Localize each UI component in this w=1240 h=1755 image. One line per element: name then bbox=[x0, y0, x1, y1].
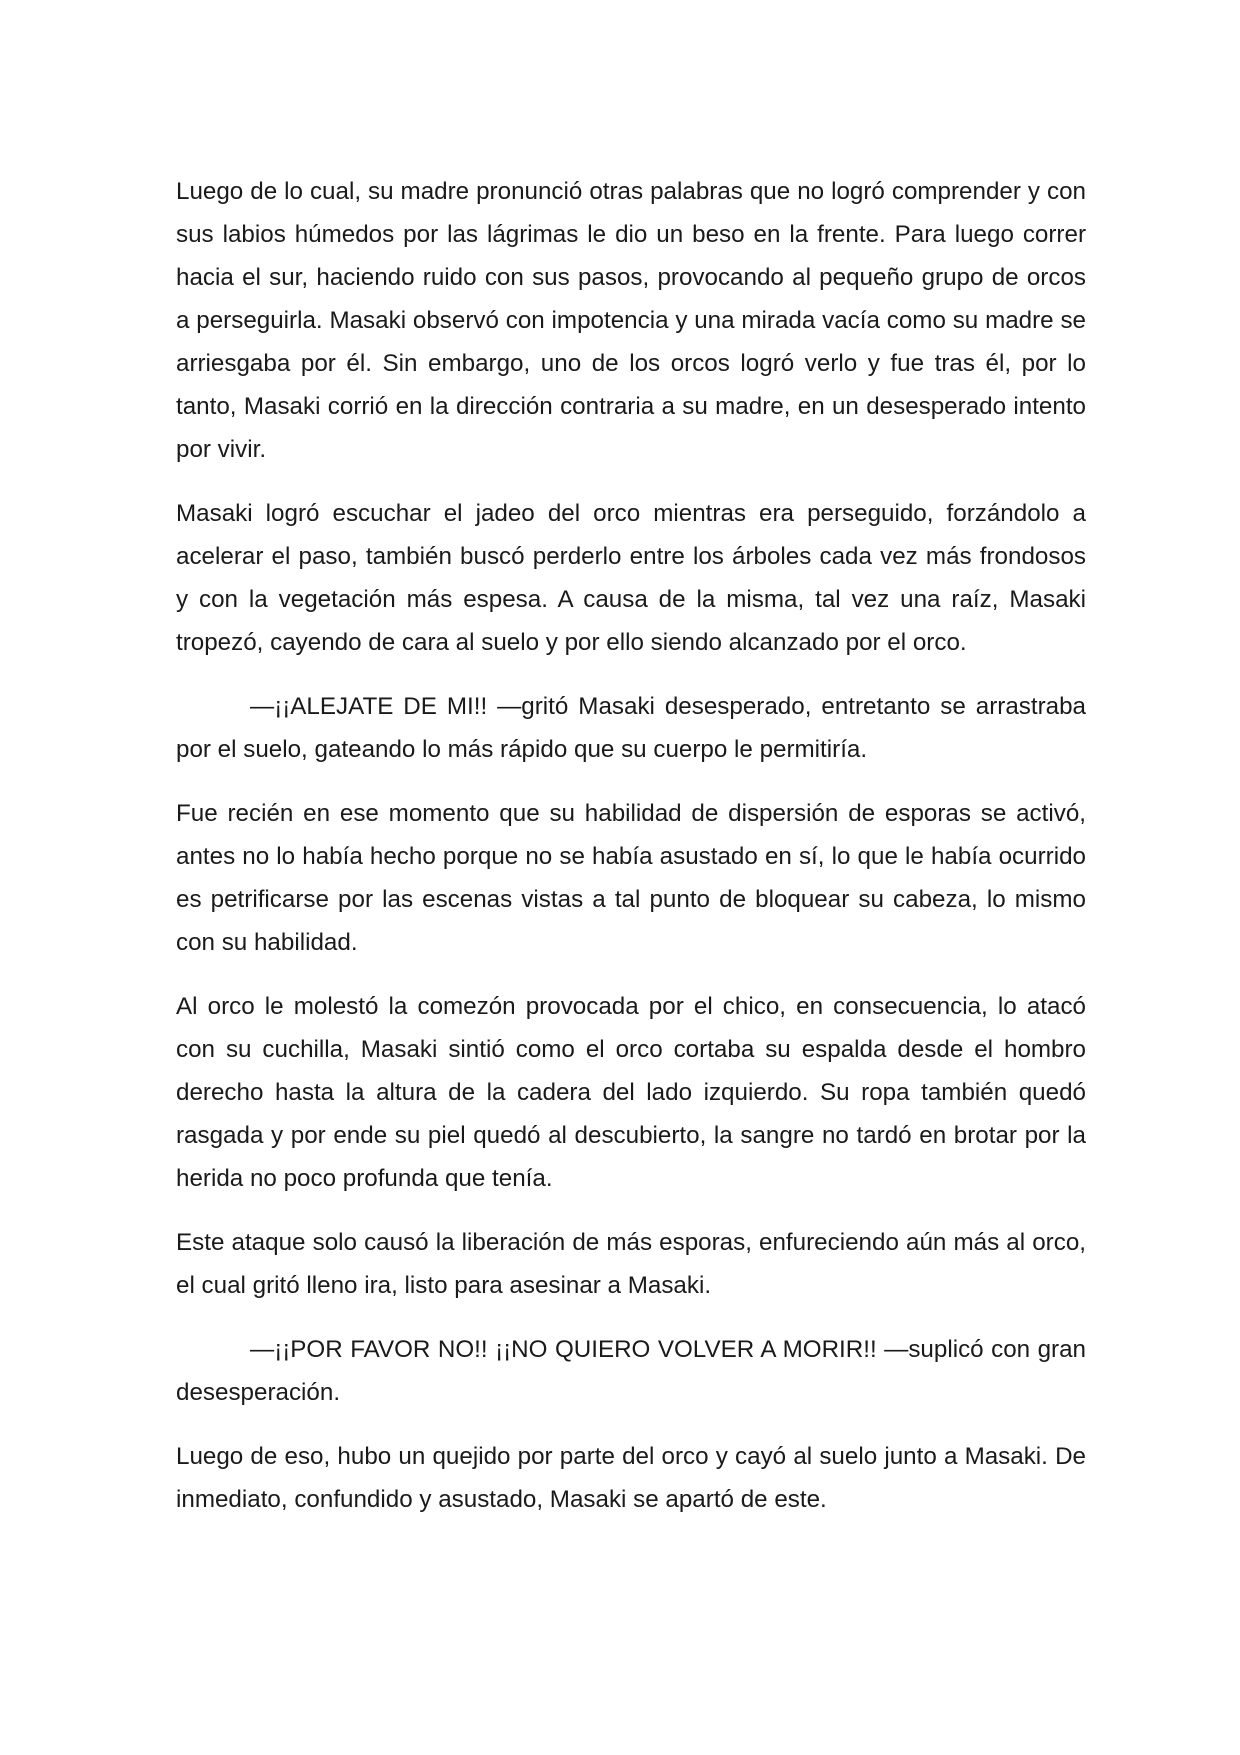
paragraph-5: Este ataque solo causó la liberación de más esporas, enfureciendo aún más al orco, el cual gritó lleno ira, listo para asesinar a Masaki. bbox=[176, 1229, 1086, 1299]
dialogue-paragraph-2: —¡¡POR FAVOR NO!! ¡¡NO QUIERO VOLVER A MORIR!! —suplicó con gran desesperación. bbox=[176, 1336, 1086, 1406]
paragraph-3: Fue recién en ese momento que su habilidad de dispersión de esporas se activó, antes no lo había hecho porque no se había asustado en sí, lo que le había ocurrido es petrificarse por las escenas vistas a tal punto de bloquear su cabeza, lo mismo con su habilidad. bbox=[176, 800, 1086, 956]
paragraph-2: Masaki logró escuchar el jadeo del orco mientras era perseguido, forzándolo a acelerar el paso, también buscó perderlo entre los árboles cada vez más frondosos y con la vegetación más espesa. A causa de la misma, tal vez una raíz, Masaki tropezó, cayendo de cara al suelo y por ello siendo alcanzado por el orco. bbox=[176, 500, 1086, 656]
paragraph-1: Luego de lo cual, su madre pronunció otras palabras que no logró comprender y con sus labios húmedos por las lágrimas le dio un beso en la frente. Para luego correr hacia el sur, haciendo ruido con sus pasos, provocando al pequeño grupo de orcos a perseguirla. Masaki observó con impotencia y una mirada vacía como su madre se arriesgaba por él. Sin embargo, uno de los orcos logró verlo y fue tras él, por lo tanto, Masaki corrió en la dirección contraria a su madre, en un desesperado intento por vivir. bbox=[176, 178, 1086, 463]
dialogue-paragraph-1: —¡¡ALEJATE DE MI!! —gritó Masaki desesperado, entretanto se arrastraba por el suelo, gateando lo más rápido que su cuerpo le permitiría. bbox=[176, 693, 1086, 763]
paragraph-4: Al orco le molestó la comezón provocada por el chico, en consecuencia, lo atacó con su cuchilla, Masaki sintió como el orco cortaba su espalda desde el hombro derecho hasta la altura de la cadera del lado izquierdo. Su ropa también quedó rasgada y por ende su piel quedó al descubierto, la sangre no tardó en brotar por la herida no poco profunda que tenía. bbox=[176, 993, 1086, 1192]
document-page bbox=[176, 170, 1086, 1542]
paragraph-6: Luego de eso, hubo un quejido por parte del orco y cayó al suelo junto a Masaki. De inmediato, confundido y asustado, Masaki se apartó de este. bbox=[176, 1443, 1086, 1513]
